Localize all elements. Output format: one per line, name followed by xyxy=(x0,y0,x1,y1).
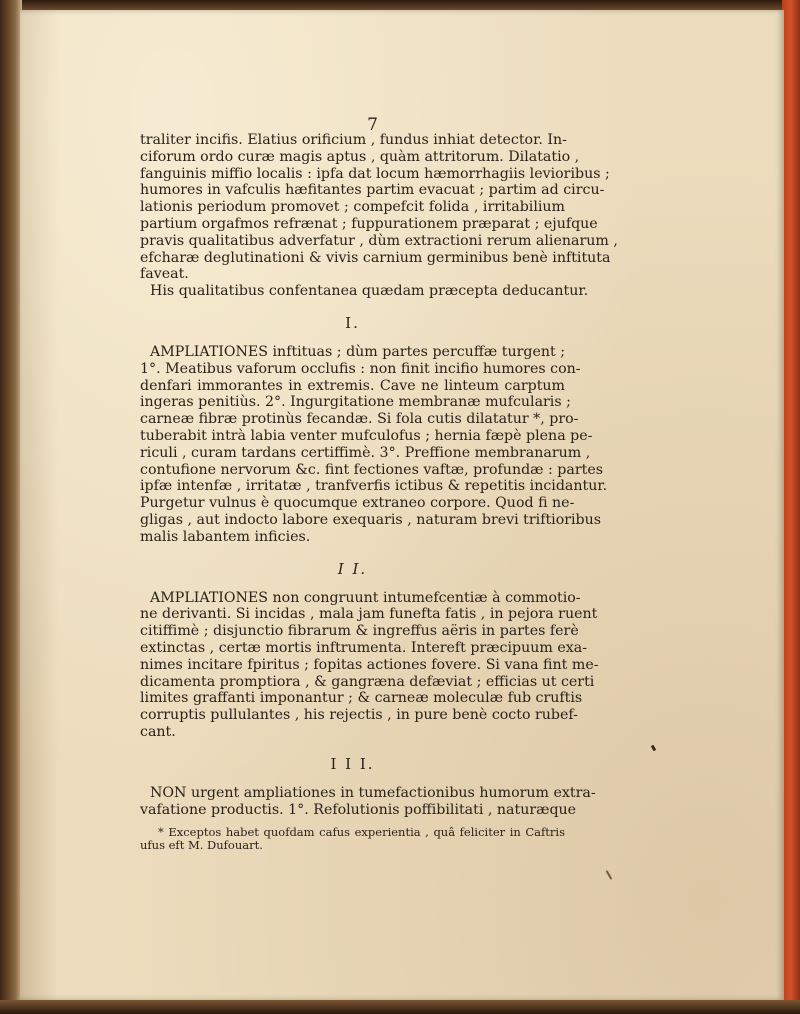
text-line: extinctas , certæ mortis inftrumenta. Intereft præcipuum exa- xyxy=(140,639,588,656)
text-line: malis labantem inficies. xyxy=(140,528,311,545)
text-line: AMPLIATIONES inftituas ; dùm partes percuffæ turgent ; xyxy=(150,343,565,360)
text-line: humores in vafculis hæfitantes partim evacuat ; partim ad circu- xyxy=(140,182,605,199)
text-line: carneæ fibræ protinùs fecandæ. Si fola cutis dilatatur *, pro- xyxy=(140,411,579,428)
section-3-body xyxy=(140,784,596,819)
book-top-edge xyxy=(0,0,800,10)
text-line: riculi , curam tardans certiffimè. 3°. Preffione membranarum , xyxy=(140,444,591,461)
text-line: cant. xyxy=(140,723,176,740)
text-line: nimes incitare fpiritus ; fopitas actiones fovere. Si vana fint me- xyxy=(140,656,599,673)
text-line: 1°. Meatibus vaforum occlufis : non finit incifio humores con- xyxy=(140,360,581,377)
text-line: lationis periodum promovet ; compefcit folida , irritabilium xyxy=(140,199,565,216)
text-line: ne derivanti. Si incidas , mala jam funefta fatis , in pejora ruent xyxy=(140,606,598,623)
text-line: citiffimè ; disjunctio fibrarum & ingreffus aëris in partes ferè xyxy=(140,623,579,640)
text-line: partium orgafmos refrænat ; fuppurationem præparat ; ejufque xyxy=(140,215,598,232)
paragraph-2 xyxy=(140,283,589,300)
text-line: Purgetur vulnus è quocumque extraneo corpore. Quod fi ne- xyxy=(140,495,575,512)
text-line: His qualitatibus confentanea quædam præcepta deducantur. xyxy=(150,283,589,300)
text-line: gligas , aut indocto labore exequaris , naturam brevi triftioribus xyxy=(140,511,602,528)
text-line: fanguinis miffio localis : ipfa dat locum hæmorrhagiis levioribus ; xyxy=(140,165,610,182)
paragraph-1 xyxy=(140,132,618,283)
text-line: traliter incifis. Elatius orificium , fundus inhiat detector. In- xyxy=(140,132,567,148)
text-line: denfari immorantes in extremis. Cave ne linteum carptum xyxy=(140,377,565,394)
text-line: NON urgent ampliationes in tumefactionibus humorum extra- xyxy=(150,784,596,801)
section-1-body xyxy=(140,343,608,546)
book-bottom-edge xyxy=(0,1000,800,1014)
text-line: ingeras penitiùs. 2°. Ingurgitatione membranæ mufcularis ; xyxy=(140,394,571,411)
text-line: tuberabit intrà labia venter mufculofus ; hernia fæpè plena pe- xyxy=(140,427,593,444)
text-line: AMPLIATIONES non congruunt intumefcentiæ à commotio- xyxy=(150,589,581,606)
text-line: efcharæ deglutinationi & vivis carnium germinibus benè inftituta xyxy=(140,249,611,266)
text-line: faveat. xyxy=(140,266,189,283)
text-line: limites graffanti imponantur ; & carneæ moleculæ fub cruftis xyxy=(140,690,583,707)
footnote xyxy=(140,826,565,852)
text-line: corruptis pullulantes , his rejectis , in pure benè cocto rubef- xyxy=(140,707,578,724)
text-line: pravis qualitatibus adverfatur , dùm extractioni rerum alienarum , xyxy=(140,232,618,249)
text-line: dicamenta promptiora , & gangræna defæviat ; efficias ut certi xyxy=(140,673,595,690)
section-heading-1: I. xyxy=(345,313,360,332)
book-spine-edge xyxy=(0,0,22,1014)
footnote-line: * Exceptos habet quofdam cafus experientia , quâ feliciter in Caftris xyxy=(158,825,565,840)
book-fore-edge xyxy=(782,0,800,1014)
text-line: contufione nervorum &c. fint fectiones vaftæ, profundæ : partes xyxy=(140,461,603,478)
paper-speck xyxy=(651,745,657,752)
paper-speck xyxy=(606,870,613,880)
section-heading-3: I I I. xyxy=(330,754,375,773)
footnote-line: ufus eft M. Dufouart. xyxy=(140,838,263,853)
text-line: ciforum ordo curæ magis aptus , quàm attritorum. Dilatatio , xyxy=(140,148,580,165)
text-line: vafatione productis. 1°. Refolutionis poffibilitati , naturæque xyxy=(140,801,577,818)
text-line: ipfæ intenfæ , irritatæ , tranfverfis ictibus & repetitis incidantur. xyxy=(140,478,608,495)
page-text-block xyxy=(140,115,618,853)
page-number: 7 xyxy=(367,115,378,135)
section-2-body xyxy=(140,589,599,741)
section-heading-2: I I. xyxy=(337,559,368,578)
